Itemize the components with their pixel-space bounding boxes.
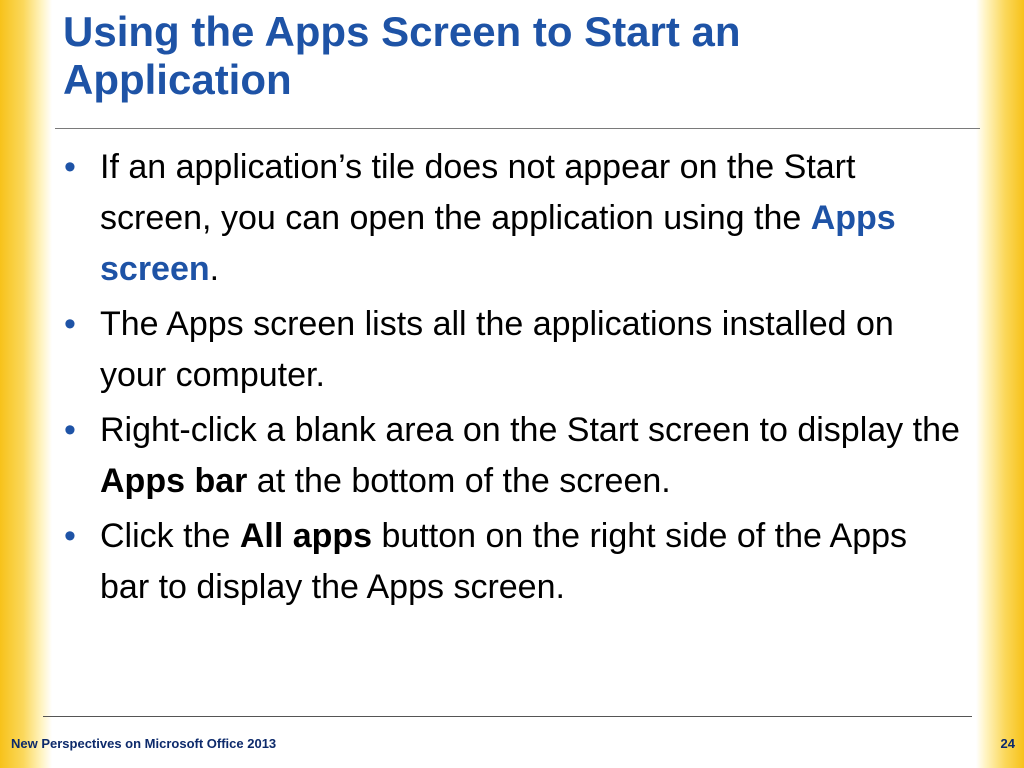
bullet-item <box>62 142 962 295</box>
apps-screen-keyword: Apps screen <box>100 199 896 288</box>
bullet-item <box>62 299 962 401</box>
bullet-dot-icon: • <box>64 411 76 449</box>
bullet-text: The Apps screen lists all the applications installed on your computer. <box>100 305 894 394</box>
bullet-dot-icon: • <box>64 517 76 555</box>
bullet-item <box>62 511 962 613</box>
bullet-dot-icon: • <box>64 305 76 343</box>
bullet-text-end: at the bottom of the screen. <box>247 462 671 500</box>
title-divider <box>55 128 980 129</box>
bullet-list <box>62 142 962 617</box>
left-gold-border <box>0 0 52 768</box>
apps-bar-keyword: Apps bar <box>100 462 248 500</box>
bullet-dot-icon: • <box>64 148 76 186</box>
bullet-text: Right-click a blank area on the Start screen to display the <box>100 411 960 449</box>
bullet-text-end: . <box>209 250 220 288</box>
all-apps-keyword: All apps <box>239 517 373 555</box>
page-number: 24 <box>1000 736 1015 751</box>
footer-course-title: New Perspectives on Microsoft Office 2013 <box>11 736 277 751</box>
slide-title: Using the Apps Screen to Start an Application <box>63 8 741 103</box>
bullet-item <box>62 405 962 507</box>
bullet-text-end: button on the right side of the Apps bar to display the Apps screen. <box>100 517 908 606</box>
right-gold-border <box>976 0 1024 768</box>
bullet-text: If an application’s tile does not appear on the Start screen, you can open the application using the <box>100 148 856 237</box>
bullet-text: Click the <box>100 517 240 555</box>
footer-divider <box>43 716 972 717</box>
